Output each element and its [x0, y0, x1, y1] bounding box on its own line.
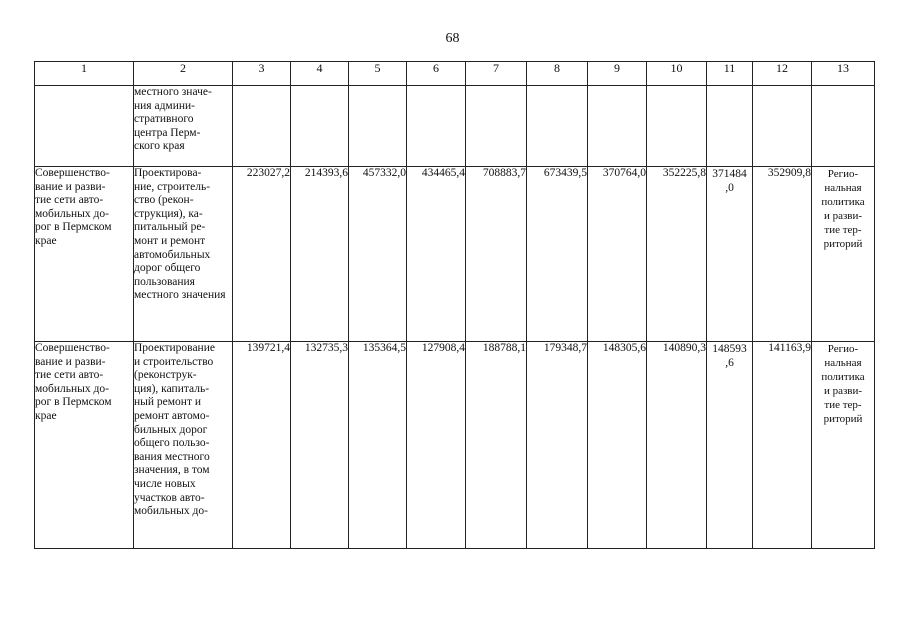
value-cell: 214393,6	[291, 167, 349, 342]
continuation-text: местного значе- ния админи- стративного центра Перм- ского края	[134, 86, 233, 167]
value-cell: 135364,5	[349, 342, 407, 549]
value-cell-wrapped: 371484 ,0	[707, 167, 753, 342]
value-cell: 223027,2	[233, 167, 291, 342]
value-cell: 370764,0	[588, 167, 647, 342]
value-cell: 457332,0	[349, 167, 407, 342]
column-header: 2	[134, 62, 233, 86]
value-cell: 148305,6	[588, 342, 647, 549]
column-header: 6	[407, 62, 466, 86]
value-cell: 132735,3	[291, 342, 349, 549]
value-cell: 188788,1	[466, 342, 527, 549]
value-cell: 352225,8	[647, 167, 707, 342]
program-name: Совершенство- вание и разви- тие сети авто- мобильных до- рог в Пермском крае	[35, 167, 134, 342]
value-cell: 673439,5	[527, 167, 588, 342]
column-header: 10	[647, 62, 707, 86]
responsible-body: Регио- нальная политика и разви- тие тер- риторий	[812, 342, 875, 549]
page-number: 68	[445, 31, 460, 46]
column-header: 13	[812, 62, 875, 86]
activity-description: Проектирование и строительство (реконструк- ция), капиталь- ный ремонт и ремонт автомо- бильных дорог общего пользо- вания местного значения, в том числе новых участков авто- мобильных до-	[134, 342, 233, 549]
value-cell: 140890,3	[647, 342, 707, 549]
column-header: 1	[35, 62, 134, 86]
column-header: 12	[753, 62, 812, 86]
column-header: 5	[349, 62, 407, 86]
table-row-continuation	[35, 86, 875, 167]
value-cell: 141163,9	[753, 342, 812, 549]
column-header: 7	[466, 62, 527, 86]
value-cell-wrapped: 148593 ,6	[707, 342, 753, 549]
table-row	[35, 342, 875, 549]
activity-description: Проектирова- ние, строитель- ство (рекон- струкция), ка- питальный ре- монт и ремонт автомобильных дорог общего пользования местного значения	[134, 167, 233, 342]
column-header: 3	[233, 62, 291, 86]
column-header: 4	[291, 62, 349, 86]
responsible-body: Регио- нальная политика и разви- тие тер- риторий	[812, 167, 875, 342]
value-cell: 127908,4	[407, 342, 466, 549]
value-cell: 139721,4	[233, 342, 291, 549]
program-name: Совершенство- вание и разви- тие сети авто- мобильных до- рог в Пермском крае	[35, 342, 134, 549]
value-cell: 179348,7	[527, 342, 588, 549]
value-cell: 352909,8	[753, 167, 812, 342]
column-header: 9	[588, 62, 647, 86]
value-cell: 434465,4	[407, 167, 466, 342]
value-cell: 708883,7	[466, 167, 527, 342]
table-row	[35, 167, 875, 342]
column-header: 11	[707, 62, 753, 86]
table-header-row	[35, 62, 875, 86]
column-header: 8	[527, 62, 588, 86]
budget-table	[34, 61, 875, 549]
